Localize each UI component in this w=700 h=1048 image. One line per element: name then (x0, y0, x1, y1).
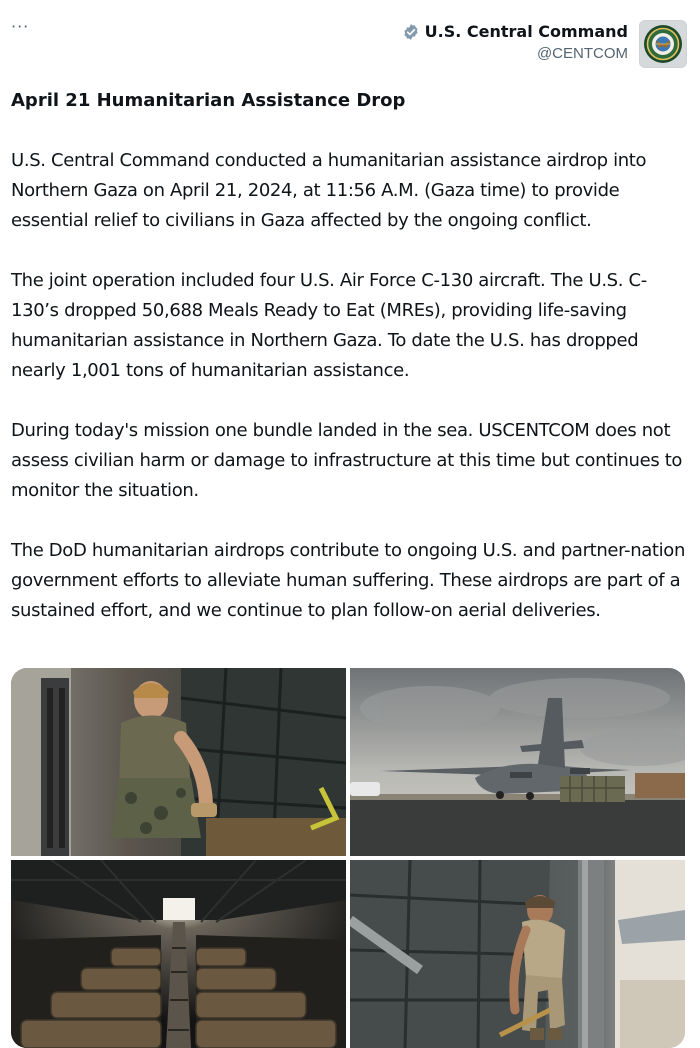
post-paragraph-4: The DoD humanitarian airdrops contribute to ongoing U.S. and partner-nation government efforts to alleviate human suffering. These airdrops are part of a sustained effort, and we continue to plan follow-on aerial deliveries. (11, 540, 686, 621)
author-handle[interactable]: @CENTCOM (536, 45, 628, 62)
post-paragraph-1: U.S. Central Command conducted a humanitarian assistance airdrop into Northern Gaza on April 21, 2024, at 11:56 A.M. (Gaza time) to provide essential relief to civilians in Gaza affected by the ongoing conflict. (11, 150, 647, 231)
more-options-button[interactable]: ··· (11, 17, 30, 36)
post-title: April 21 Humanitarian Assistance Drop (11, 90, 406, 111)
author-name-row (402, 22, 628, 41)
author-name[interactable]: U.S. Central Command (424, 22, 628, 41)
post-paragraph-2: The joint operation included four U.S. Air Force C-130 aircraft. The U.S. C-130’s dropped 50,688 Meals Ready to Eat (MREs), providing life-saving humanitarian assistance in Northern Gaza. To date the U.S. has dropped nearly 1,001 tons of humanitarian assistance. (11, 270, 647, 381)
photo-aircraft-cargo-hold[interactable] (11, 860, 346, 1048)
avatar[interactable] (639, 20, 687, 68)
post-paragraph-3: During today's mission one bundle landed in the sea. USCENTCOM does not assess civilian harm or damage to infrastructure at this time but continues to monitor the situation. (11, 420, 683, 501)
photo-c130-on-tarmac[interactable] (350, 668, 685, 856)
author-block[interactable] (402, 22, 628, 62)
photo-airman-loading-bundles[interactable] (350, 860, 685, 1048)
centcom-seal-icon (643, 24, 683, 64)
post-content (11, 86, 691, 656)
media-grid (11, 668, 685, 1048)
verified-badge-icon (402, 23, 420, 41)
photo-airman-securing-cargo[interactable] (11, 668, 346, 856)
